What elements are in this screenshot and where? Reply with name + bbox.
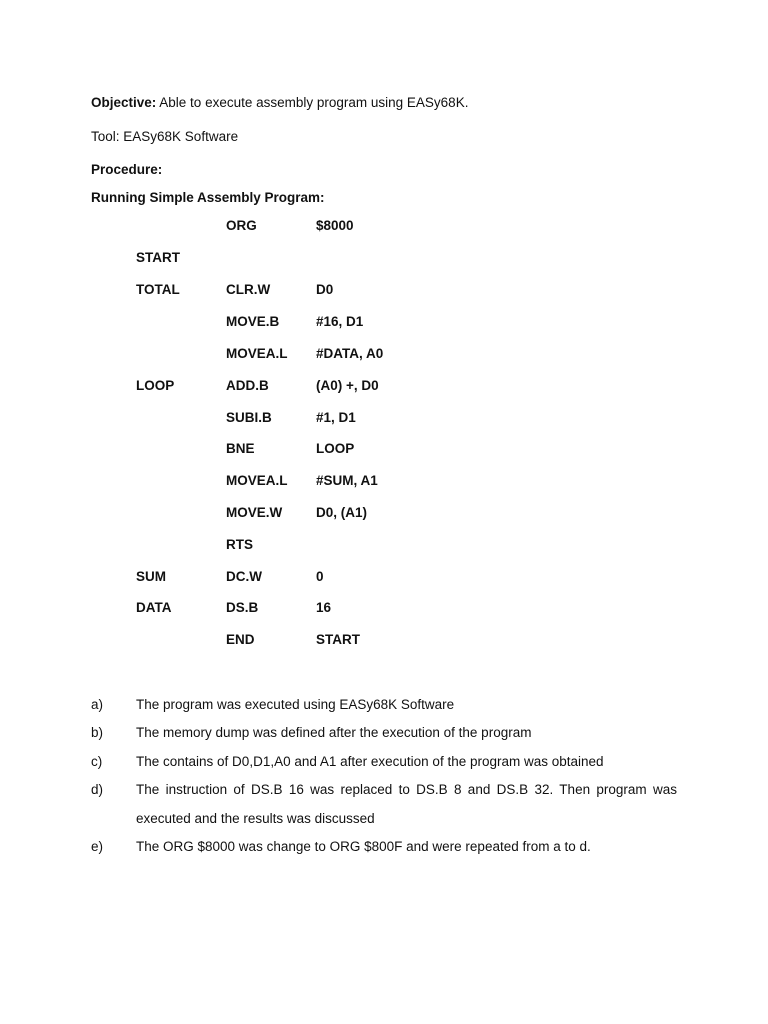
code-operand: LOOP bbox=[316, 441, 355, 456]
code-operand: 16 bbox=[316, 600, 332, 615]
code-opcode: MOVE.W bbox=[226, 505, 283, 520]
code-line bbox=[0, 250, 768, 268]
code-line bbox=[0, 410, 768, 428]
code-operand: START bbox=[316, 632, 360, 647]
code-label: LOOP bbox=[136, 378, 175, 393]
code-operand: #SUM, A1 bbox=[316, 473, 378, 488]
tool-line: Tool: EASy68K Software bbox=[91, 129, 239, 144]
code-line bbox=[0, 600, 768, 618]
code-operand: #DATA, A0 bbox=[316, 346, 384, 361]
code-opcode: RTS bbox=[226, 537, 253, 552]
procedure-heading: Procedure: bbox=[91, 162, 163, 177]
code-opcode: ORG bbox=[226, 218, 257, 233]
step-marker: b) bbox=[91, 725, 104, 740]
code-line bbox=[0, 473, 768, 491]
step-marker: a) bbox=[91, 697, 104, 712]
code-operand: 0 bbox=[316, 569, 324, 584]
code-line bbox=[0, 537, 768, 555]
code-line bbox=[0, 218, 768, 236]
step-text: The memory dump was defined after the execution of the program bbox=[136, 725, 532, 740]
step-text: The contains of D0,D1,A0 and A1 after execution of the program was obtained bbox=[136, 754, 604, 769]
code-line bbox=[0, 282, 768, 300]
code-line bbox=[0, 569, 768, 587]
code-operand: D0 bbox=[316, 282, 334, 297]
code-opcode: MOVE.B bbox=[226, 314, 280, 329]
code-label: START bbox=[136, 250, 180, 265]
code-label: DATA bbox=[136, 600, 172, 615]
code-operand: D0, (A1) bbox=[316, 505, 368, 520]
code-opcode: CLR.W bbox=[226, 282, 271, 297]
section-title: Running Simple Assembly Program: bbox=[91, 190, 325, 205]
code-opcode: MOVEA.L bbox=[226, 346, 288, 361]
objective-line bbox=[91, 95, 468, 110]
code-label: TOTAL bbox=[136, 282, 180, 297]
code-operand: #1, D1 bbox=[316, 410, 356, 425]
code-opcode: BNE bbox=[226, 441, 255, 456]
code-line bbox=[0, 378, 768, 396]
step-marker: d) bbox=[91, 782, 104, 797]
code-line bbox=[0, 441, 768, 459]
code-operand: $8000 bbox=[316, 218, 354, 233]
step-marker: c) bbox=[91, 754, 103, 769]
code-line bbox=[0, 632, 768, 650]
code-operand: (A0) +, D0 bbox=[316, 378, 379, 393]
code-line bbox=[0, 346, 768, 364]
code-operand: #16, D1 bbox=[316, 314, 364, 329]
code-line bbox=[0, 314, 768, 332]
step-text: The ORG $8000 was change to ORG $800F and were repeated from a to d. bbox=[136, 839, 591, 854]
step-text: The instruction of DS.B 16 was replaced to DS.B 8 and DS.B 32. Then program was executed and the results was discussed bbox=[136, 782, 677, 826]
code-opcode: MOVEA.L bbox=[226, 473, 288, 488]
code-opcode: DC.W bbox=[226, 569, 262, 584]
step-text: The program was executed using EASy68K Software bbox=[136, 697, 455, 712]
objective-label: Objective: bbox=[91, 95, 157, 110]
code-label: SUM bbox=[136, 569, 166, 584]
code-opcode: ADD.B bbox=[226, 378, 269, 393]
objective-text: Able to execute assembly program using EASy68K. bbox=[156, 95, 469, 110]
code-opcode: END bbox=[226, 632, 255, 647]
code-opcode: SUBI.B bbox=[226, 410, 272, 425]
step-marker: e) bbox=[91, 839, 104, 854]
code-line bbox=[0, 505, 768, 523]
code-opcode: DS.B bbox=[226, 600, 259, 615]
